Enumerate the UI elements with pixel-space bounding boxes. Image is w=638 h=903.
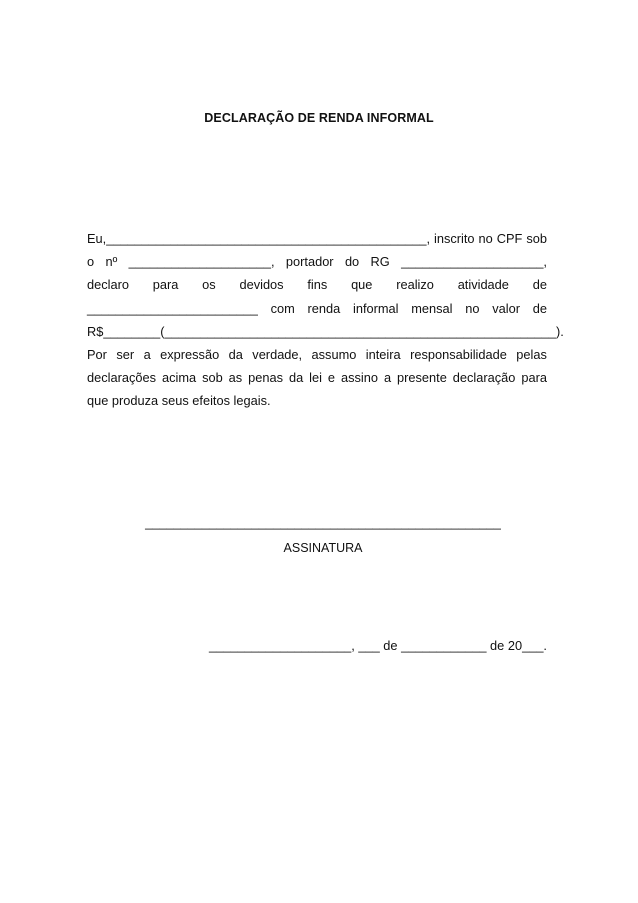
paragraph-word: lei — [309, 370, 322, 386]
paragraph-word: (_______________________________________________________). — [160, 323, 564, 339]
paragraph-word: fins — [307, 277, 328, 293]
paragraph-word: inscrito — [434, 231, 475, 246]
paragraph-word: ____________________, — [128, 254, 275, 270]
paragraph-word: e — [327, 370, 336, 386]
paragraph-word: com — [270, 300, 295, 316]
paragraph-word: a — [383, 370, 392, 386]
paragraph-line — [87, 297, 547, 320]
paragraph-word: pelas — [516, 347, 547, 363]
paragraph-word: o — [87, 254, 95, 270]
paragraph-word: Eu,_____________________________________________, — [87, 231, 431, 246]
paragraph-line — [87, 273, 547, 296]
paragraph-line — [87, 227, 547, 250]
paragraph-word: acima — [161, 370, 197, 386]
paragraph-word: responsabilidade — [410, 347, 507, 363]
signature-label: ASSINATURA — [283, 541, 363, 555]
paragraph-line — [87, 343, 547, 366]
signature-line: __________________________________________________ — [145, 515, 501, 530]
paragraph-word: penas — [248, 370, 283, 386]
paragraph-word: verdade, — [252, 347, 303, 363]
paragraph-word: expressão — [160, 347, 220, 363]
place-date-line: ____________________, ___ de ____________ de 20___. — [208, 638, 547, 653]
paragraph-word: do — [344, 254, 360, 270]
paragraph-word: da — [288, 370, 304, 386]
paragraph-word: ____________________, — [401, 254, 547, 270]
paragraph-word: RG — [370, 254, 390, 270]
paragraph-word: no — [478, 231, 493, 246]
paragraph-word: inteira — [365, 347, 401, 363]
paragraph-word: mensal — [411, 300, 453, 316]
declaration-paragraph — [87, 227, 564, 413]
paragraph-word: assumo — [311, 347, 357, 363]
paragraph-word: para — [521, 370, 547, 386]
paragraph-line — [87, 366, 547, 389]
paragraph-word: realizo — [396, 277, 434, 293]
paragraph-word: atividade — [457, 277, 509, 293]
paragraph-word: assino — [340, 370, 378, 386]
paragraph-word: sob — [526, 231, 547, 246]
paragraph-word: para — [152, 277, 179, 293]
paragraph-word: no — [465, 300, 480, 316]
paragraph-word: ser — [116, 347, 135, 363]
paragraph-word: ________________________ — [87, 300, 258, 316]
paragraph-word: R$________ — [87, 323, 161, 339]
paragraph-word: a — [143, 347, 151, 363]
paragraph-word: valor — [492, 300, 520, 316]
paragraph-word: presente — [397, 370, 447, 386]
paragraph-line — [87, 250, 547, 273]
paragraph-last-line: que produza seus efeitos legais. — [87, 393, 271, 409]
paragraph-word: CPF — [496, 231, 523, 246]
paragraph-word: declaração — [452, 370, 516, 386]
paragraph-word: nº — [105, 254, 118, 270]
paragraph-word: informal — [352, 300, 399, 316]
paragraph-word: as — [228, 370, 243, 386]
paragraph-line — [87, 320, 564, 343]
paragraph-word: os — [202, 277, 216, 293]
paragraph-word: que — [351, 277, 373, 293]
paragraph-word: de — [532, 277, 547, 293]
paragraph-word: da — [228, 347, 243, 363]
paragraph-word: portador — [285, 254, 334, 270]
paragraph-word: declaro — [87, 277, 129, 293]
document-title: DECLARAÇÃO DE RENDA INFORMAL — [204, 111, 434, 125]
paragraph-word: de — [532, 300, 547, 316]
paragraph-word: declarações — [87, 370, 157, 386]
paragraph-word: renda — [307, 300, 341, 316]
paragraph-word: devidos — [239, 277, 284, 293]
paragraph-word: Por — [87, 347, 107, 363]
paragraph-word: sob — [202, 370, 223, 386]
